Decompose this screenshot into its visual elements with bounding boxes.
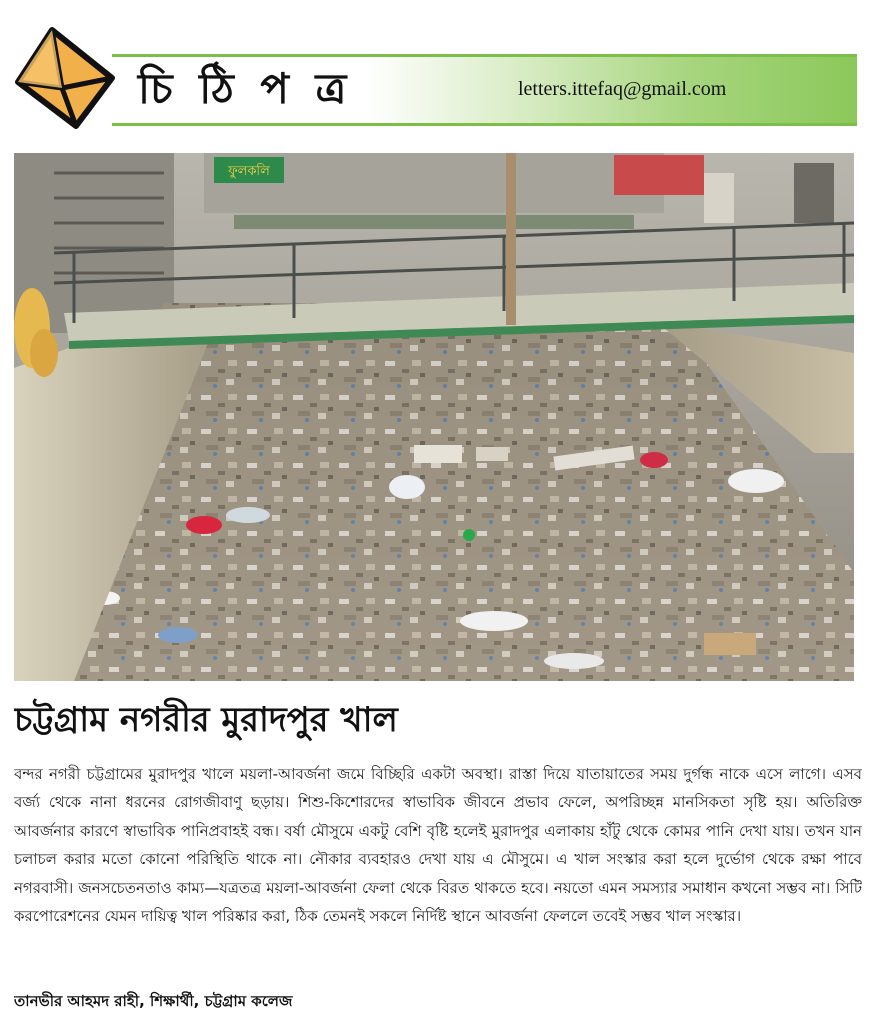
section-header <box>0 0 888 150</box>
article-headline: চট্টগ্রাম নগরীর মুরাদপুর খাল <box>14 700 398 740</box>
article-byline: তানভীর আহমদ রাহী, শিক্ষার্থী, চট্টগ্রাম কলেজ <box>14 992 293 1010</box>
envelope-icon <box>10 22 120 132</box>
contact-email[interactable]: letters.ittefaq@gmail.com <box>518 78 727 100</box>
section-title: চি ঠি প ত্র <box>138 64 353 113</box>
article-body: বন্দর নগরী চট্টগ্রামের মুরাদপুর খালে ময়লা-আবর্জনা জমে বিচ্ছিরি একটা অবস্থা। রাস্তা দিয়ে যাতায়াতের সময় দুর্গন্ধ নাকে এসে লাগে। এসব বর্জ্য থেকে নানা ধরনের রোগজীবাণু ছড়ায়। শিশু-কিশোরদের স্বাভাবিক জীবনে প্রভাব ফেলে, অপরিচ্ছন্ন মানসিকতা সৃষ্টি হয়। অতিরিক্ত আবর্জনার কারণে স্বাভাবিক পানিপ্রবাহই বন্ধ। বর্ষা মৌসুমে একটু বেশি বৃষ্টি হলেই মুরাদপুর এলাকায় হাঁটু থেকে কোমর পানি দেখা যায়। তখন যান চলাচল করার মতো কোনো পরিস্থিতি থাকে না। নৌকার ব্যবহারও দেখা যায় এ মৌসুমে। এ খাল সংস্কার করা হলে দুর্ভোগ থেকে রক্ষা পাবে নগরবাসী। জনসচেতনতাও কাম্য—যত্রতত্র ময়লা-আবর্জনা ফেলা থেকে বিরত থাকতে হবে। নয়তো এমন সমস্যার সমাধান কখনো সম্ভব না। সিটি করপোরেশনের যেমন দায়িত্ব খাল পরিষ্কার করা, ঠিক তেমনই সকলে নির্দিষ্ট স্থানে আবর্জনা ফেললে তবেই সম্ভব খাল সংস্কার। <box>14 765 862 926</box>
article-photo <box>14 153 854 681</box>
shop-sign-text: ফুলকলি <box>228 164 270 179</box>
